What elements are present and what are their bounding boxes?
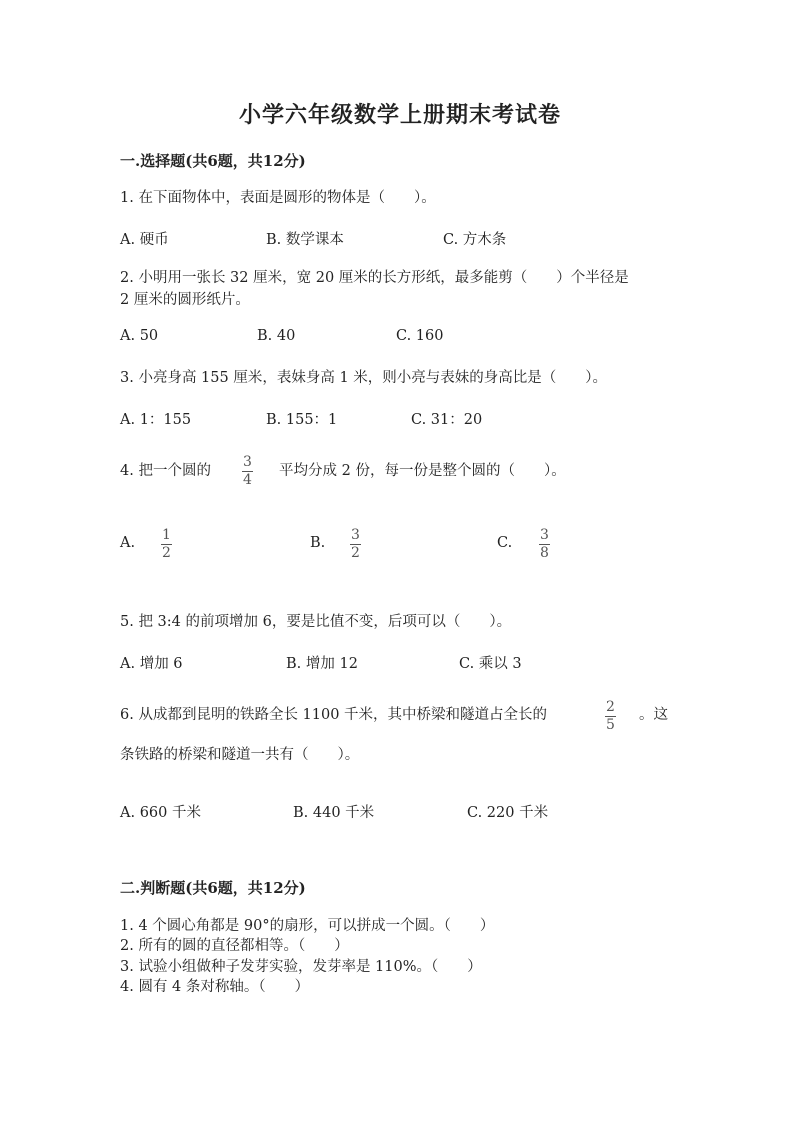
q2-option-a[interactable]: A. 50 — [120, 328, 159, 344]
q4-option-b-denominator: 2 — [351, 545, 360, 561]
q4-option-a-numerator: 1 — [162, 527, 171, 543]
q4-option-a-label[interactable]: A. — [120, 535, 136, 551]
q3-option-b[interactable]: B. 155：1 — [266, 412, 338, 428]
question-2-line1: 2. 小明用一张长 32 厘米，宽 20 厘米的长方形纸，最多能剪（ ）个半径是 — [120, 270, 629, 286]
question-5-text: 5. 把 3:4 的前项增加 6，要是比值不变，后项可以（ ）。 — [120, 614, 512, 630]
q3-option-a[interactable]: A. 1：155 — [120, 412, 192, 428]
q6-option-c[interactable]: C. 220 千米 — [467, 805, 549, 821]
q4-option-c-fraction[interactable] — [539, 528, 550, 561]
q2-option-b[interactable]: B. 40 — [257, 328, 296, 344]
judgement-item-1: 1. 4 个圆心角都是 90°的扇形，可以拼成一个圆。（ ） — [120, 918, 495, 934]
q4-fraction-numerator: 3 — [243, 454, 252, 470]
judgement-item-2: 2. 所有的圆的直径都相等。（ ） — [120, 938, 349, 954]
judgement-item-3: 3. 试验小组做种子发芽实验，发芽率是 110%。（ ） — [120, 959, 482, 975]
q6-fraction — [605, 700, 616, 733]
question-2-line2: 2 厘米的圆形纸片。 — [120, 292, 250, 308]
q5-option-b[interactable]: B. 增加 12 — [286, 656, 358, 672]
q4-option-c-denominator: 8 — [540, 545, 549, 561]
q1-option-b[interactable]: B. 数学课本 — [266, 232, 344, 248]
q2-option-c[interactable]: C. 160 — [396, 328, 444, 344]
q6-option-b[interactable]: B. 440 千米 — [293, 805, 375, 821]
q4-option-b-numerator: 3 — [351, 527, 360, 543]
q6-option-a[interactable]: A. 660 千米 — [120, 805, 201, 821]
q6-fraction-numerator: 2 — [606, 699, 615, 715]
question-1-text: 1. 在下面物体中，表面是圆形的物体是（ ）。 — [120, 190, 436, 206]
q3-option-c[interactable]: C. 31：20 — [411, 412, 483, 428]
judgement-item-4: 4. 圆有 4 条对称轴。（ ） — [120, 979, 310, 995]
question-6-text-after: 。这 — [639, 707, 668, 723]
question-4-text-after: 平均分成 2 份，每一份是整个圆的（ ）。 — [279, 463, 566, 479]
section-heading-choice: 一.选择题(共6题，共12分) — [120, 152, 306, 170]
q4-option-c-label[interactable]: C. — [497, 535, 513, 551]
q4-option-c-numerator: 3 — [540, 527, 549, 543]
q4-option-a-fraction[interactable] — [161, 528, 172, 561]
q4-option-b-label[interactable]: B. — [310, 535, 326, 551]
question-6-text-before: 6. 从成都到昆明的铁路全长 1100 千米，其中桥梁和隧道占全长的 — [120, 707, 548, 723]
q4-option-b-fraction[interactable] — [350, 528, 361, 561]
q4-fraction — [242, 455, 253, 488]
q5-option-c[interactable]: C. 乘以 3 — [459, 656, 522, 672]
q1-option-a[interactable]: A. 硬币 — [120, 232, 169, 248]
page-title: 小学六年级数学上册期末考试卷 — [238, 102, 561, 128]
q1-option-c[interactable]: C. 方木条 — [443, 232, 507, 248]
q4-option-a-denominator: 2 — [162, 545, 171, 561]
question-4-text-before: 4. 把一个圆的 — [120, 463, 211, 479]
q4-fraction-denominator: 4 — [243, 472, 252, 488]
section-heading-judgement: 二.判断题(共6题，共12分) — [120, 879, 306, 897]
q5-option-a[interactable]: A. 增加 6 — [120, 656, 183, 672]
q6-fraction-denominator: 5 — [606, 717, 615, 733]
question-3-text: 3. 小亮身高 155 厘米，表妹身高 1 米，则小亮与表妹的身高比是（ ）。 — [120, 370, 608, 386]
question-6-line2: 条铁路的桥梁和隧道一共有（ ）。 — [120, 747, 360, 763]
